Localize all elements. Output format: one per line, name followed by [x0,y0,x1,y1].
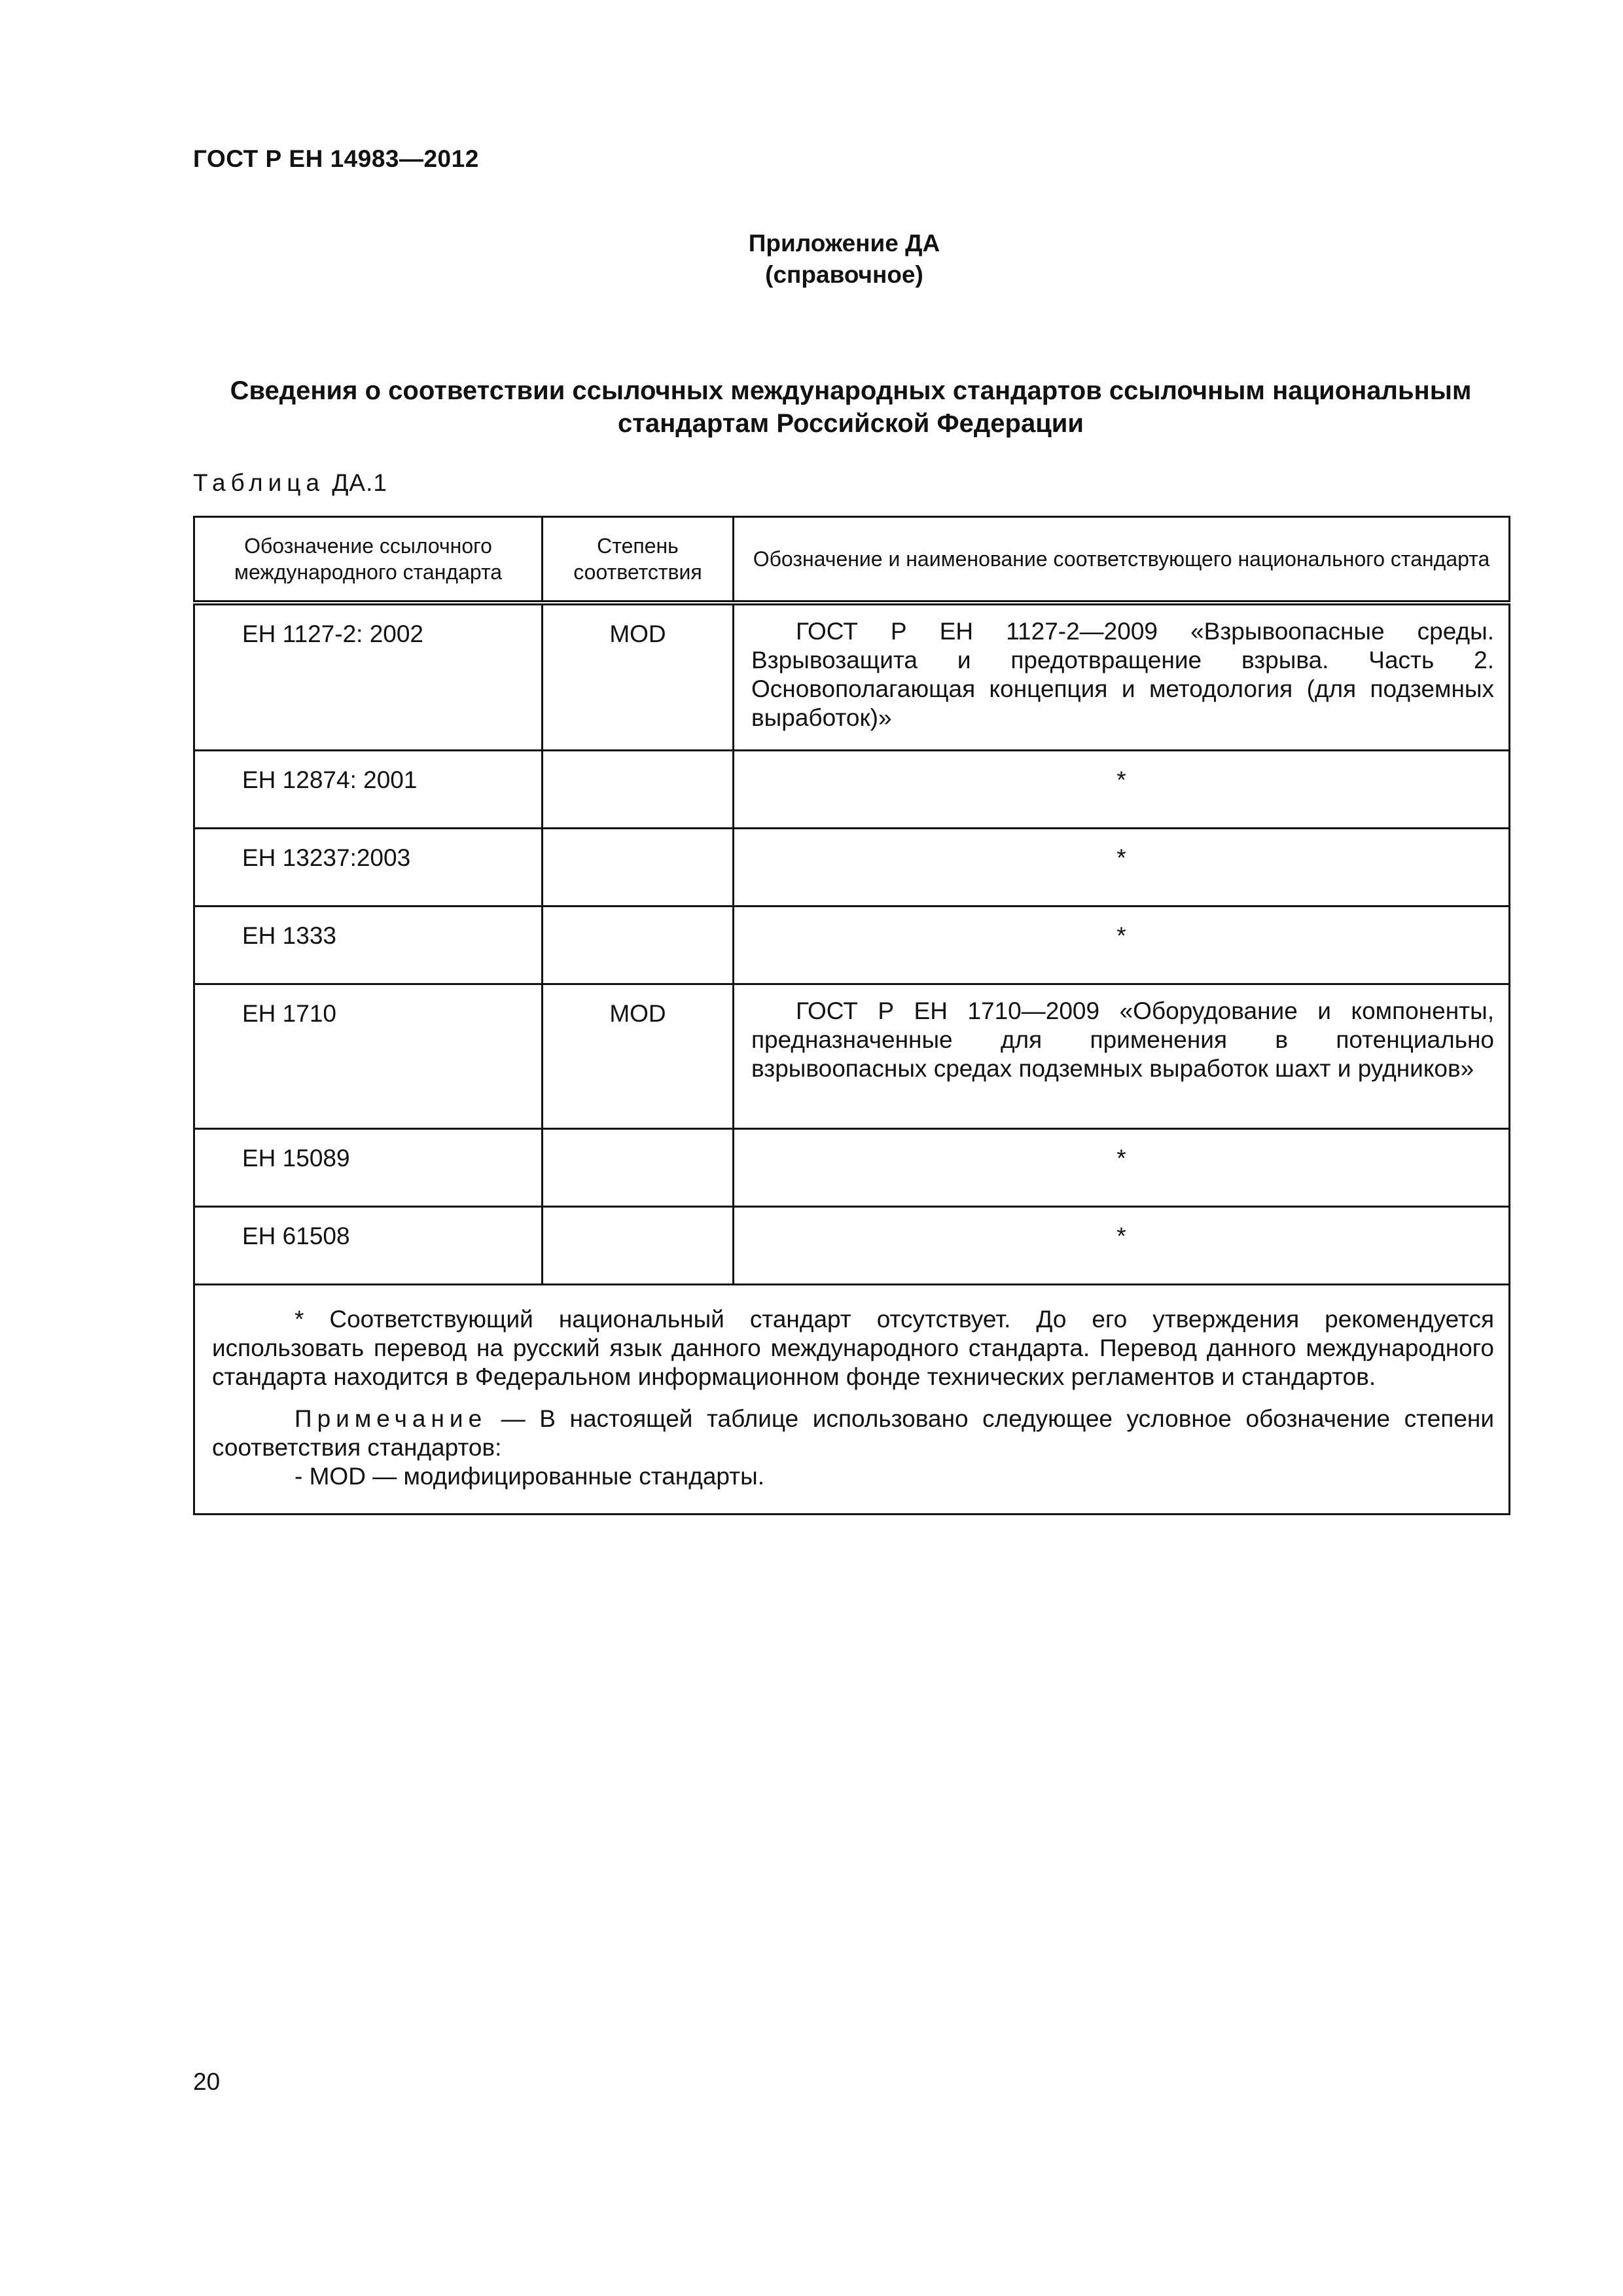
annex-heading [0,228,1623,291]
correspondence-table [193,516,1510,1515]
table-row [194,906,1510,984]
table-row [194,984,1510,1129]
cell-national [734,603,1510,751]
page-number: 20 [193,2068,221,2095]
cell-code: ЕН 15089 [194,1129,543,1207]
cell-national-text: ГОСТ Р ЕН 1127-2—2009 «Взрывоопасные среды. Взрывозащита и предотвращение взрыва. Часть 2. Основополагающая концепция и методология (для подземных выработок)» [751,618,1494,731]
header-international-standard: Обозначение ссылочного международного стандарта [194,517,543,603]
section-title-line-1: Сведения о соответствии ссылочных международных стандартов ссылочным национальным [230,376,1472,405]
table-header-row [194,517,1510,603]
table-row [194,1207,1510,1285]
cell-code: ЕН 1127-2: 2002 [194,603,543,751]
header-national-standard: Обозначение и наименование соответствующего национального стандарта [734,517,1510,603]
cell-degree [543,829,734,906]
table-row [194,751,1510,829]
cell-degree [543,1207,734,1285]
table-footnote-row [194,1285,1510,1515]
cell-code: ЕН 12874: 2001 [194,751,543,829]
cell-national [734,984,1510,1129]
table-row [194,603,1510,751]
cell-degree [543,1129,734,1207]
footnote-text: * Соответствующий национальный стандарт отсутствует. До его утверждения рекомендуется использовать перевод на русский язык данного международного стандарта. Перевод данного международного стандарта находится в Федеральном информационном фонде технических регламентов и стандартов. [212,1306,1494,1390]
cell-code: ЕН 1333 [194,906,543,984]
annex-kind: (справочное) [765,261,923,288]
cell-national: * [734,751,1510,829]
cell-degree: MOD [543,603,734,751]
note-paragraph [212,1405,1494,1462]
cell-code: ЕН 61508 [194,1207,543,1285]
cell-national: * [734,1207,1510,1285]
table-caption-word: Таблица [193,469,325,496]
cell-code: ЕН 13237:2003 [194,829,543,906]
table-row [194,829,1510,906]
note-text: — В настоящей таблице использовано следующее условное обозначение степени соответствия стандартов: [212,1405,1495,1461]
cell-degree [543,751,734,829]
annex-label: Приложение ДА [748,230,940,257]
note-item: - MOD — модифицированные стандарты. [294,1463,764,1490]
cell-national: * [734,829,1510,906]
table-footnote-cell [194,1285,1510,1515]
cell-national-text: ГОСТ Р ЕН 1710—2009 «Оборудование и компоненты, предназначенные для применения в потенциально взрывоопасных средах подземных выработок шахт и рудников» [751,997,1494,1082]
table-caption-number: ДА.1 [332,469,387,496]
cell-national: * [734,1129,1510,1207]
section-title [193,374,1508,440]
section-title-line-2: стандартам Российской Федерации [618,409,1084,438]
document-designation: ГОСТ Р ЕН 14983—2012 [193,145,479,172]
cell-national: * [734,906,1510,984]
cell-degree: MOD [543,984,734,1129]
cell-code: ЕН 1710 [194,984,543,1129]
cell-degree [543,906,734,984]
table-row [194,1129,1510,1207]
header-degree: Степень соответствия [543,517,734,603]
table-caption [193,469,387,497]
note-label: Примечание [294,1405,488,1432]
